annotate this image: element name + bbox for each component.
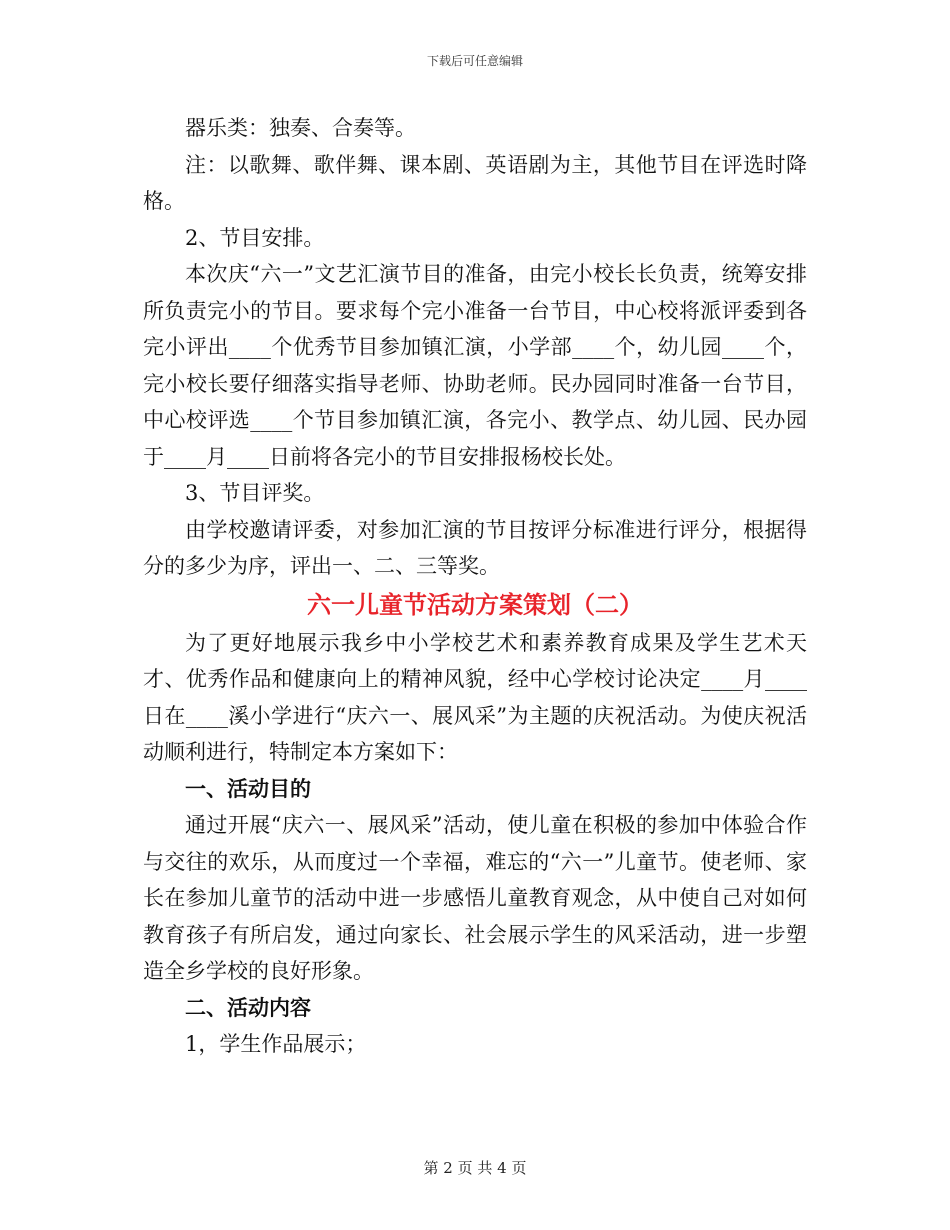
paragraph-note: 注：以歌舞、歌伴舞、课本剧、英语剧为主，其他节目在评选时降格。	[143, 152, 807, 213]
page-number: 第 2 页 共 4 页	[423, 1159, 527, 1177]
subheading-program-awards: 3、节目评奖。	[185, 481, 325, 505]
paragraph-instruments: 器乐类：独奏、合奏等。	[185, 116, 416, 140]
heading-activity-purpose: 一、活动目的	[185, 776, 311, 801]
paragraph-activity-purpose: 通过开展“庆六一、展风采”活动，使儿童在积极的参加中体验合作与交往的欢乐，从而度过一个幸福，难忘的“六一”儿童节。使老师、家长在参加儿童节的活动中进一步感悟儿童教育观念，从中使自己对如何教育孩子有所启发，通过向家长、社会展示学生的风采活动，进一步塑造全乡学校的良好形象。	[143, 813, 807, 983]
header-note: 下载后可任意编辑	[426, 54, 523, 68]
paragraph-program-awards: 由学校邀请评委，对参加汇演的节目按评分标准进行评分，根据得分的多少为序，评出一、二、三等奖。	[143, 517, 807, 578]
list-item-student-works: 1，学生作品展示；	[185, 1032, 367, 1056]
subheading-program-arrangement: 2、节目安排。	[185, 225, 325, 250]
document-body	[143, 110, 807, 1063]
section-title: 六一儿童节活动方案策划（二）	[307, 589, 643, 619]
paragraph-program-arrangement: 本次庆“六一”文艺汇演节目的准备，由完小校长长负责，统筹安排所负责完小的节目。要求每个完小准备一台节目，中心校将派评委到各完小评出____个优秀节目参加镇汇演，小学部____个，幼儿园____个，完小校长要仔细落实指导老师、协助老师。民办园同时准备一台节目，中心校评选____个节目参加镇汇演，各完小、教学点、幼儿园、民办园于____月____日前将各完小的节目安排报杨校长处。	[143, 262, 807, 469]
heading-activity-content: 二、活动内容	[185, 995, 311, 1020]
paragraph-intro: 为了更好地展示我乡中小学校艺术和素养教育成果及学生艺术天才、优秀作品和健康向上的精神风貌，经中心学校讨论决定____月____日在____溪小学进行“庆六一、展风采”为主题的庆祝活动。为使庆祝活动顺利进行，特制定本方案如下：	[143, 630, 807, 764]
